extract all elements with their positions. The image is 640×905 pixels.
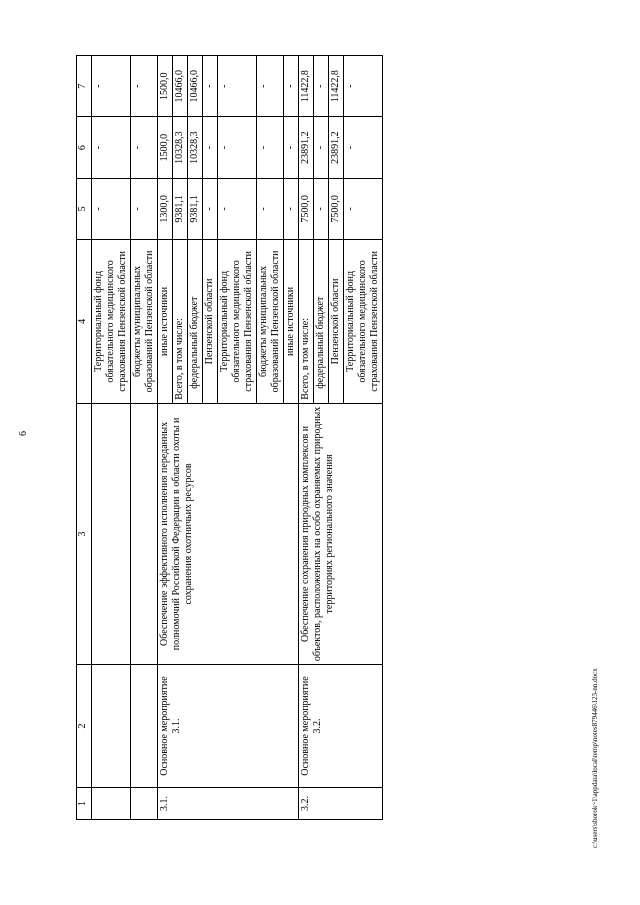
source-label: федеральный бюджет: [188, 240, 203, 404]
source-label: бюджеты муниципальных образований Пензенской области: [131, 240, 158, 404]
value-cell: 1500,0: [158, 56, 173, 117]
header-row: [77, 56, 92, 820]
source-label: Пензенской области: [329, 240, 344, 404]
value-cell: -: [218, 56, 257, 117]
value-cell: -: [344, 56, 383, 117]
value-cell: -: [218, 117, 257, 178]
value-cell: -: [284, 56, 299, 117]
source-label: Территориальный фонд обязательного медицинского страхования Пензенской области: [218, 240, 257, 404]
program-funding-table: [76, 55, 383, 820]
row-number: 3.1.: [158, 787, 299, 819]
value-cell: -: [92, 178, 131, 239]
header-col-6: 6: [77, 117, 92, 178]
header-col-2: 2: [77, 665, 92, 788]
value-cell: 23891,2: [299, 117, 314, 178]
value-cell: -: [284, 178, 299, 239]
value-cell: -: [257, 117, 284, 178]
header-col-5: 5: [77, 178, 92, 239]
rotated-table-wrapper: [76, 55, 567, 820]
header-col-4: 4: [77, 240, 92, 404]
activity-description: Обеспечение эффективного исполнения переданных полномочий Российской Федерации в области охоты и сохранения охотничьих ресурсов: [158, 403, 299, 664]
source-label: иные источники: [284, 240, 299, 404]
value-cell: -: [203, 178, 218, 239]
value-cell: -: [344, 117, 383, 178]
value-cell: 10466,0: [188, 56, 203, 117]
value-cell: -: [314, 178, 329, 239]
value-cell: 10328,3: [188, 117, 203, 178]
row-number: 3.2.: [299, 787, 383, 819]
source-label: Пензенской области: [203, 240, 218, 404]
table-row: [299, 56, 314, 820]
value-cell: -: [203, 117, 218, 178]
value-cell: -: [314, 56, 329, 117]
value-cell: -: [92, 117, 131, 178]
table-row: [92, 56, 131, 820]
value-cell: -: [218, 178, 257, 239]
value-cell: 11422,8: [299, 56, 314, 117]
value-cell: -: [131, 117, 158, 178]
header-col-7: 7: [77, 56, 92, 117]
source-label: бюджеты муниципальных образований Пензенской области: [257, 240, 284, 404]
value-cell: 1500,0: [158, 117, 173, 178]
table-row: [131, 56, 158, 820]
value-cell: -: [257, 56, 284, 117]
header-col-3: 3: [77, 403, 92, 664]
value-cell: 9381,1: [188, 178, 203, 239]
value-cell: -: [131, 178, 158, 239]
header-col-1: 1: [77, 787, 92, 819]
value-cell: -: [314, 117, 329, 178]
source-label: Территориальный фонд обязательного медицинского страхования Пензенской области: [344, 240, 383, 404]
value-cell: -: [131, 56, 158, 117]
value-cell: 1300,0: [158, 178, 173, 239]
value-cell: 7500,0: [329, 178, 344, 239]
value-cell: -: [284, 117, 299, 178]
source-label: Всего, в том числе:: [299, 240, 314, 404]
value-cell: -: [92, 56, 131, 117]
source-label: федеральный бюджет: [314, 240, 329, 404]
value-cell: -: [344, 178, 383, 239]
value-cell: 10328,3: [173, 117, 188, 178]
value-cell: 9381,1: [173, 178, 188, 239]
source-label: Территориальный фонд обязательного медицинского страхования Пензенской области: [92, 240, 131, 404]
value-cell: 23891,2: [329, 117, 344, 178]
value-cell: -: [203, 56, 218, 117]
activity-name: Основное мероприятие 3.2.: [299, 665, 383, 788]
activity-name: Основное мероприятие 3.1.: [158, 665, 299, 788]
value-cell: 10466,0: [173, 56, 188, 117]
source-label: иные источники: [158, 240, 173, 404]
activity-description: Обеспечение сохранения природных комплексов и объектов, расположенных на особо охраняемых природных территориях регионального значения: [299, 403, 383, 664]
page-number: 6: [18, 431, 29, 436]
value-cell: 7500,0: [299, 178, 314, 239]
footer-file-path: c:\users\sborok~1\appdata\local\temp\notes879446\123-nn.docx: [591, 668, 599, 848]
value-cell: -: [257, 178, 284, 239]
value-cell: 11422,8: [329, 56, 344, 117]
table-row: [158, 56, 173, 820]
source-label: Всего, в том числе:: [173, 240, 188, 404]
